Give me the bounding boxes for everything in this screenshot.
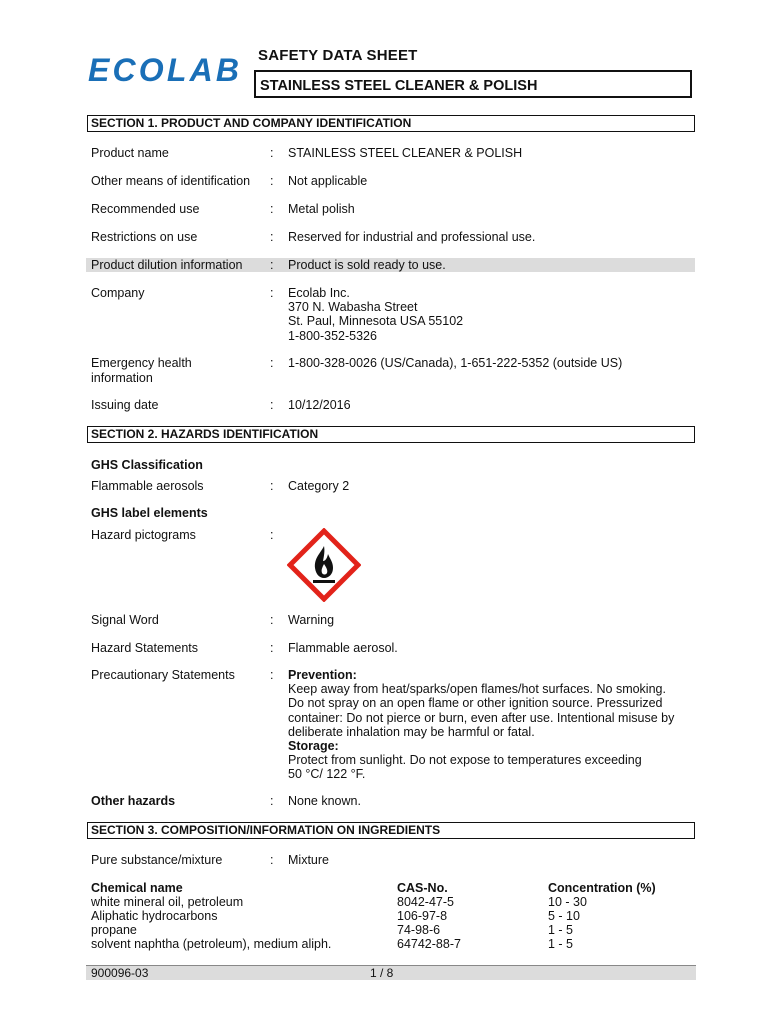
- prevention-line: deliberate inhalation may be harmful or fatal.: [288, 724, 535, 739]
- colon: :: [270, 853, 274, 867]
- company-line: 370 N. Wabasha Street: [288, 300, 418, 315]
- section-3-header: SECTION 3. COMPOSITION/INFORMATION ON INGREDIENTS: [87, 822, 695, 839]
- table-header-cas: CAS-No.: [397, 881, 448, 895]
- precautionary-statements-value: [288, 668, 693, 782]
- company-label: Company: [91, 286, 145, 300]
- flammable-aerosols-label: Flammable aerosols: [91, 479, 204, 493]
- dilution-value: Product is sold ready to use.: [288, 258, 446, 272]
- colon: :: [270, 528, 274, 542]
- pure-substance-label: Pure substance/mixture: [91, 853, 223, 867]
- logo-text: ECOLAB: [88, 54, 238, 84]
- table-cell-cas: 74-98-6: [397, 923, 441, 937]
- table-cell-chemical: Aliphatic hydrocarbons: [91, 909, 218, 923]
- colon: :: [270, 641, 274, 655]
- issuing-date-value: 10/12/2016: [288, 398, 351, 412]
- document-number: 900096-03: [91, 966, 149, 980]
- signal-word-label: Signal Word: [91, 613, 159, 627]
- table-cell-chemical: solvent naphtha (petroleum), medium aliph.: [91, 937, 332, 951]
- colon: :: [270, 479, 274, 493]
- hazard-statements-label: Hazard Statements: [91, 641, 198, 655]
- company-line: 1-800-352-5326: [288, 328, 377, 343]
- colon: :: [270, 613, 274, 627]
- dilution-label: Product dilution information: [91, 258, 243, 272]
- colon: :: [270, 174, 274, 188]
- storage-heading: Storage:: [288, 739, 339, 754]
- signal-word-value: Warning: [288, 613, 335, 627]
- section-1-header: SECTION 1. PRODUCT AND COMPANY IDENTIFICATION: [87, 115, 695, 132]
- table-cell-concentration: 10 - 30: [548, 895, 587, 909]
- recommended-use-label: Recommended use: [91, 202, 200, 216]
- table-cell-chemical: white mineral oil, petroleum: [91, 895, 244, 909]
- table-cell-cas: 8042-47-5: [397, 895, 454, 909]
- restrictions-value: Reserved for industrial and professional use.: [288, 230, 536, 244]
- colon: :: [270, 230, 274, 244]
- emergency-label-line: information: [91, 371, 153, 385]
- pure-substance-value: Mixture: [288, 853, 329, 867]
- colon: :: [270, 356, 274, 370]
- recommended-use-value: Metal polish: [288, 202, 355, 216]
- restrictions-label: Restrictions on use: [91, 230, 198, 244]
- hazard-pictograms-label: Hazard pictograms: [91, 528, 196, 542]
- prevention-line: Keep away from heat/sparks/open flames/hot surfaces. No smoking.: [288, 682, 666, 697]
- other-hazards-value: None known.: [288, 794, 361, 808]
- table-cell-concentration: 1 - 5: [548, 937, 574, 951]
- ecolab-logo: [88, 54, 244, 84]
- ecolab-logo-mark: [88, 54, 244, 84]
- page-number: 1 / 8: [370, 966, 394, 980]
- emergency-label: [91, 356, 266, 386]
- ghs-classification-heading: GHS Classification: [91, 458, 203, 472]
- storage-line: Protect from sunlight. Do not expose to temperatures exceeding: [288, 753, 642, 768]
- prevention-heading: Prevention:: [288, 668, 357, 682]
- colon: :: [270, 258, 274, 272]
- document-title: SAFETY DATA SHEET: [258, 47, 418, 64]
- table-header-chemical: Chemical name: [91, 881, 183, 895]
- colon: :: [270, 286, 274, 300]
- table-cell-concentration: 1 - 5: [548, 923, 574, 937]
- table-cell-cas: 64742-88-7: [397, 937, 461, 951]
- other-hazards-label: Other hazards: [91, 794, 176, 808]
- company-value: [288, 286, 693, 343]
- table-header-concentration: Concentration (%): [548, 881, 656, 895]
- colon: :: [270, 668, 274, 682]
- colon: :: [270, 146, 274, 160]
- product-title-box: STAINLESS STEEL CLEANER & POLISH: [254, 70, 692, 98]
- emergency-value: 1-800-328-0026 (US/Canada), 1-651-222-5352 (outside US): [288, 356, 623, 370]
- section-2-header: SECTION 2. HAZARDS IDENTIFICATION: [87, 426, 695, 443]
- ghs-label-elements-heading: GHS label elements: [91, 506, 208, 520]
- colon: :: [270, 398, 274, 412]
- colon: :: [270, 794, 274, 808]
- storage-line: 50 °C/ 122 °F.: [288, 767, 366, 782]
- hazard-statements-value: Flammable aerosol.: [288, 641, 398, 655]
- flammable-aerosols-value: Category 2: [288, 479, 350, 493]
- precautionary-statements-label: Precautionary Statements: [91, 668, 235, 682]
- flame-icon: [287, 528, 361, 602]
- product-name-label: Product name: [91, 146, 169, 160]
- table-cell-chemical: propane: [91, 923, 137, 937]
- other-means-label: Other means of identification: [91, 174, 251, 188]
- prevention-line: Do not spray on an open flame or other ignition source. Pressurized: [288, 696, 663, 711]
- issuing-date-label: Issuing date: [91, 398, 159, 412]
- company-line: Ecolab Inc.: [288, 286, 350, 300]
- company-line: St. Paul, Minnesota USA 55102: [288, 314, 464, 329]
- table-cell-concentration: 5 - 10: [548, 909, 580, 923]
- prevention-line: container: Do not pierce or burn, even after use. Intentional misuse by: [288, 710, 675, 725]
- other-means-value: Not applicable: [288, 174, 368, 188]
- product-name-value: STAINLESS STEEL CLEANER & POLISH: [288, 146, 523, 160]
- colon: :: [270, 202, 274, 216]
- table-cell-cas: 106-97-8: [397, 909, 448, 923]
- emergency-label-line: Emergency health: [91, 356, 192, 370]
